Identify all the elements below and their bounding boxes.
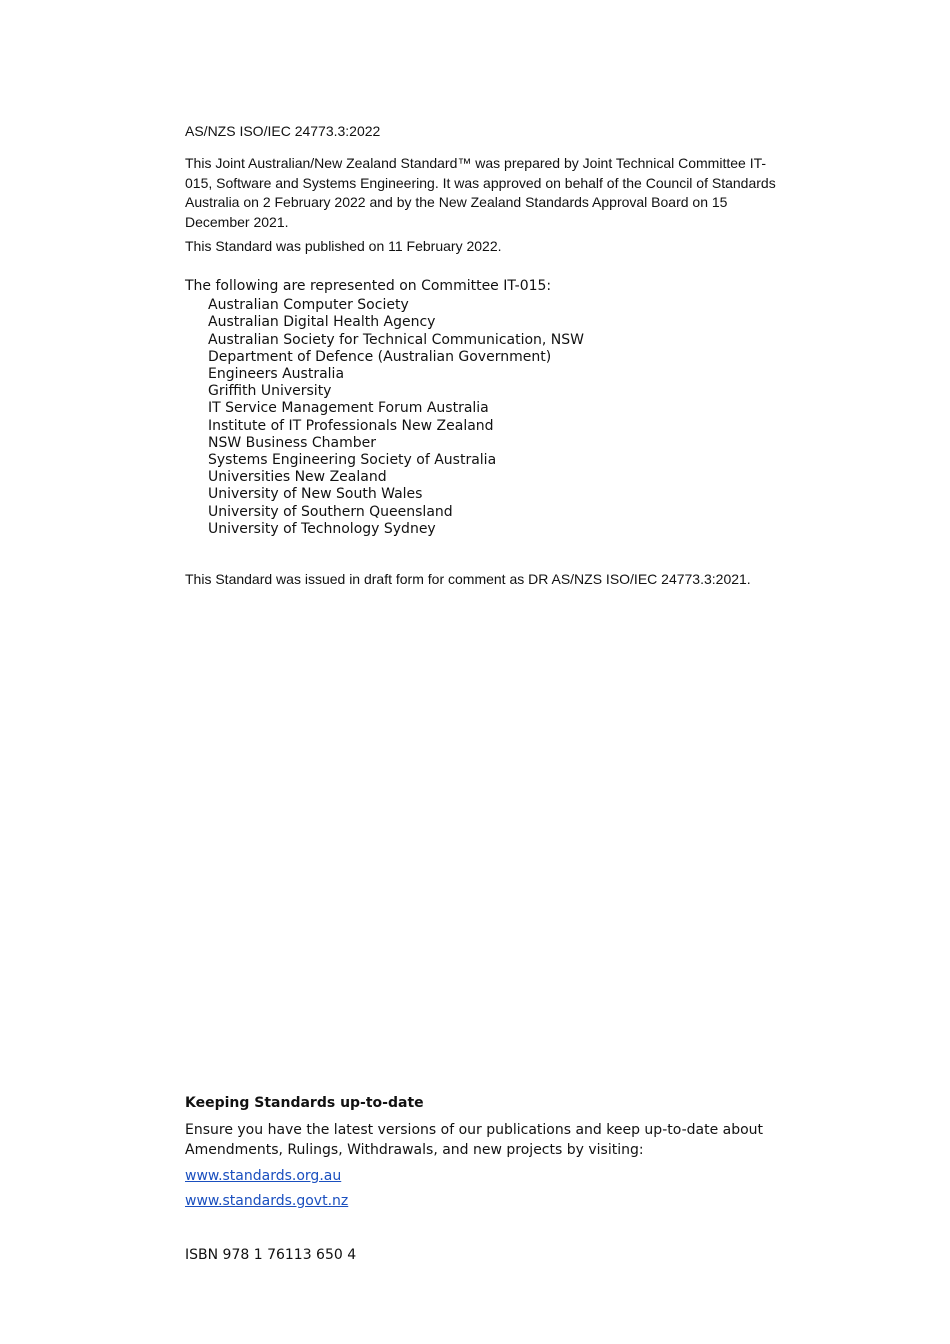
keeping-up-to-date-section: [185, 1094, 805, 1216]
committee-member: Griffith University: [208, 383, 332, 400]
committee-section: [185, 278, 584, 538]
keeping-up-to-date-heading: Keeping Standards up-to-date: [185, 1095, 424, 1111]
committee-member: IT Service Management Forum Australia: [208, 400, 489, 417]
draft-comment-note: This Standard was issued in draft form for comment as DR AS/NZS ISO/IEC 24773.3:2021.: [185, 571, 751, 587]
committee-member: Department of Defence (Australian Government): [208, 348, 552, 365]
isbn-number: ISBN 978 1 76113 650 4: [185, 1247, 357, 1263]
committee-member: University of Southern Queensland: [208, 503, 453, 520]
committee-member: Systems Engineering Society of Australia: [208, 452, 497, 469]
keeping-up-to-date-body: Ensure you have the latest versions of our publications and keep up-to-date about Amendments, Rulings, Withdrawals, and new projects by visiting:: [185, 1122, 764, 1158]
committee-member: Universities New Zealand: [208, 469, 387, 486]
preparation-statement: This Joint Australian/New Zealand Standard™ was prepared by Joint Technical Committee IT-015, Software and Systems Engineering. It was approved on behalf of the Council of Standards Australia on 2 February 2022 and by the New Zealand Standards Approval Board on 15 December 2021.: [185, 155, 776, 230]
committee-member: University of Technology Sydney: [208, 520, 436, 537]
committee-member: Engineers Australia: [208, 366, 345, 383]
committee-member: Institute of IT Professionals New Zealand: [208, 417, 494, 434]
committee-member: Australian Society for Technical Communication, NSW: [208, 331, 585, 348]
document-identifier: AS/NZS ISO/IEC 24773.3:2022: [185, 123, 381, 139]
committee-member: NSW Business Chamber: [208, 434, 376, 451]
committee-member: University of New South Wales: [208, 486, 423, 503]
publication-date-statement: This Standard was published on 11 February 2022.: [185, 238, 502, 254]
committee-member: Australian Digital Health Agency: [208, 314, 436, 331]
committee-intro: The following are represented on Committee IT-015:: [185, 278, 552, 294]
standards-new-zealand-link[interactable]: www.standards.govt.nz: [185, 1193, 349, 1209]
committee-member: Australian Computer Society: [208, 297, 409, 314]
standards-australia-link[interactable]: www.standards.org.au: [185, 1168, 342, 1184]
committee-member-list: [185, 297, 584, 538]
